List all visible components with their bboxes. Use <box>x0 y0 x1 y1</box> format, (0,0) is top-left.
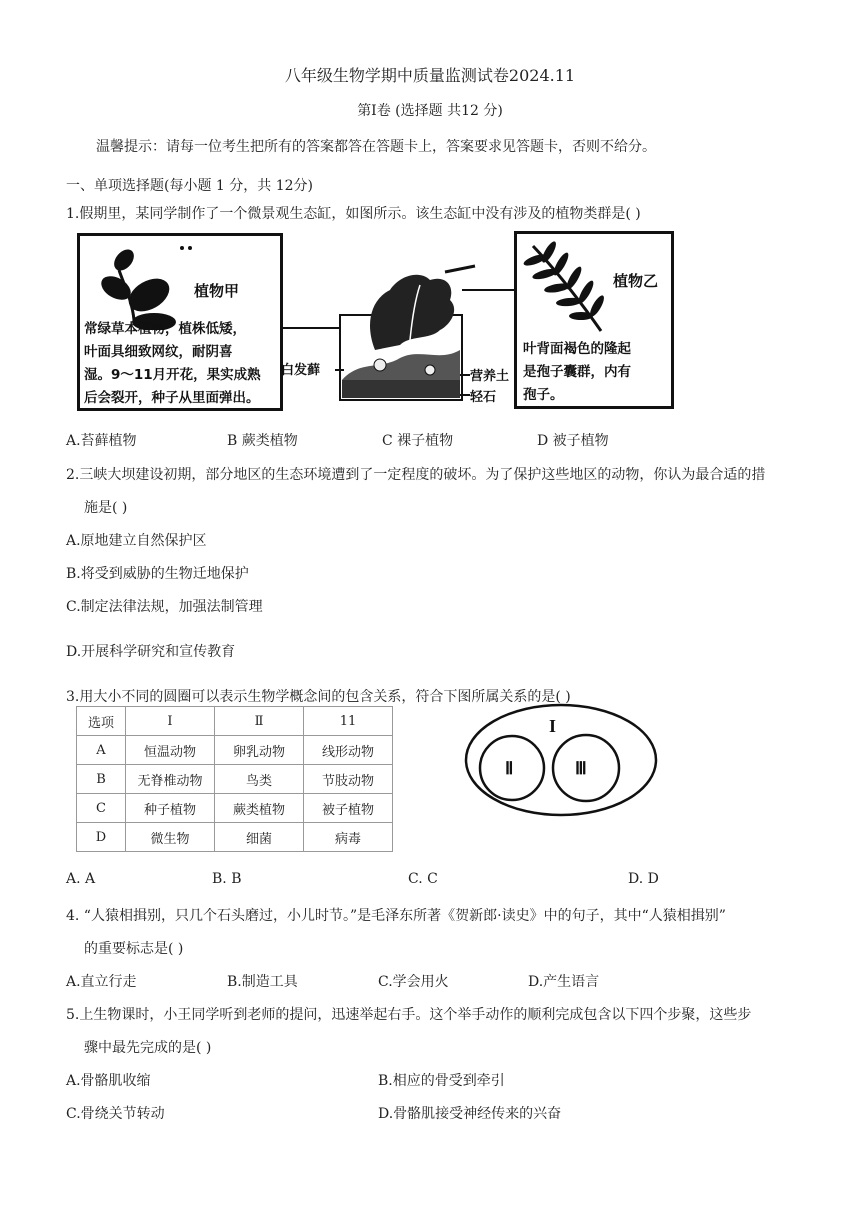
q1-option-b: B 蕨类植物 <box>227 433 298 449</box>
table-cell: 节肢动物 <box>304 765 393 794</box>
table-row <box>77 823 393 852</box>
q4-option-d: D.产生语言 <box>528 974 600 990</box>
tip-text: 温馨提示：请每一位考生把所有的答案都答在答题卡上，答案要求见答题卡，否则不给分。 <box>96 139 656 155</box>
table-cell: 病毒 <box>304 823 393 852</box>
plant-b-desc-line: 孢子。 <box>523 387 564 403</box>
q2-option-d: D.开展科学研究和宣传教育 <box>66 644 236 660</box>
exam-subtitle: 第Ⅰ卷 (选择题 共12 分) <box>357 103 503 119</box>
question-3-stem: 3.用大小不同的圆圈可以表示生物学概念间的包含关系，符合下图所属关系的是( ) <box>66 689 571 705</box>
q4-option-c: C.学会用火 <box>378 974 449 990</box>
table-header-cell: 11 <box>304 707 393 736</box>
q1-option-d: D 被子植物 <box>537 433 609 449</box>
plant-a-name: 植物甲 <box>194 282 240 300</box>
table-cell: 无脊椎动物 <box>126 765 215 794</box>
table-cell: 线形动物 <box>304 736 393 765</box>
q5-option-a: A.骨骼肌收缩 <box>66 1073 151 1089</box>
label-moss: 白发藓 <box>281 363 321 378</box>
question-2-stem-cont: 施是( ) <box>84 500 128 516</box>
section-heading: 一、单项选择题(每小题 1 分，共 12分) <box>66 178 313 194</box>
q1-option-c: C 裸子植物 <box>382 433 454 449</box>
plant-b-desc-line: 叶背面褐色的隆起 <box>523 341 631 357</box>
plant-a-illustration <box>94 240 204 330</box>
question-5-stem-cont: 骤中最先完成的是( ) <box>84 1040 212 1056</box>
outer-circle <box>466 705 656 815</box>
table-cell: 恒温动物 <box>126 736 215 765</box>
diagram-label-left: Ⅱ <box>505 759 514 778</box>
question-3-table <box>76 706 393 852</box>
q5-option-c: C.骨绕关节转动 <box>66 1106 165 1122</box>
table-cell: B <box>77 765 126 794</box>
label-stone: 轻石 <box>470 390 497 405</box>
table-row <box>77 736 393 765</box>
plant-a-desc-line: 常绿草本植物，植株低矮， <box>84 321 246 337</box>
q3-option-b: B. B <box>212 871 242 887</box>
plant-a-desc-line: 后会裂开，种子从里面弹出。 <box>84 390 260 406</box>
set-inclusion-diagram <box>464 702 664 818</box>
plant-b-fern-illustration <box>521 236 611 336</box>
table-cell: 微生物 <box>126 823 215 852</box>
question-4-stem-cont: 的重要标志是( ) <box>84 941 184 957</box>
plant-b-desc-line: 是孢子囊群，内有 <box>523 364 631 380</box>
table-cell: 鸟类 <box>215 765 304 794</box>
q4-option-a: A.直立行走 <box>66 974 137 990</box>
exam-title: 八年级生物学期中质量监测试卷2024.11 <box>284 66 576 85</box>
diagram-label-right: Ⅲ <box>575 759 587 778</box>
table-cell: 被子植物 <box>304 794 393 823</box>
q2-option-b: B.将受到威胁的生物迁地保护 <box>66 566 249 582</box>
q2-option-a: A.原地建立自然保护区 <box>66 533 207 549</box>
plant-a-desc-line: 叶面具细致网纹，耐阴喜 <box>84 344 233 360</box>
table-header-row <box>77 707 393 736</box>
label-soil: 营养土 <box>470 369 510 384</box>
q5-option-d: D.骨骼肌接受神经传来的兴奋 <box>378 1106 562 1122</box>
q4-option-b: B.制造工具 <box>227 974 298 990</box>
q2-option-c: C.制定法律法规，加强法制管理 <box>66 599 263 615</box>
plant-a-box <box>77 233 283 411</box>
plant-b-box <box>514 231 674 409</box>
table-cell: A <box>77 736 126 765</box>
q3-option-c: C. C <box>408 871 438 887</box>
table-cell: 卵乳动物 <box>215 736 304 765</box>
plant-b-name: 植物乙 <box>613 272 659 290</box>
table-header-cell: I <box>126 707 215 736</box>
q3-option-a: A. A <box>66 871 96 887</box>
table-row <box>77 794 393 823</box>
table-cell: 种子植物 <box>126 794 215 823</box>
q1-option-a: A.苔藓植物 <box>66 433 137 449</box>
table-cell: 细菌 <box>215 823 304 852</box>
table-header-cell: 选项 <box>77 707 126 736</box>
table-cell: 蕨类植物 <box>215 794 304 823</box>
q3-option-d: D. D <box>628 871 659 887</box>
question-2-stem: 2.三峡大坝建设初期，部分地区的生态环境遭到了一定程度的破坏。为了保护这些地区的动物，你认为最合适的措 <box>66 467 766 483</box>
table-row <box>77 765 393 794</box>
question-4-stem: 4. “人猿相揖别，只几个石头磨过，小儿时节。”是毛泽东所著《贺新郎·读史》中的句子，其中“人猿相揖别” <box>66 908 726 924</box>
diagram-label-outer: I <box>549 716 557 736</box>
question-1-stem: 1.假期里，某同学制作了一个微景观生态缸，如图所示。该生态缸中没有涉及的植物类群是( ) <box>66 206 641 222</box>
table-cell: C <box>77 794 126 823</box>
q5-option-b: B.相应的骨受到牵引 <box>378 1073 505 1089</box>
table-header-cell: Ⅱ <box>215 707 304 736</box>
question-5-stem: 5.上生物课时，小王同学听到老师的提问，迅速举起右手。这个举手动作的顺利完成包含以下四个步聚，这些步 <box>66 1007 752 1023</box>
table-cell: D <box>77 823 126 852</box>
plant-a-desc-line: 湿。9～11月开花，果实成熟 <box>84 367 261 383</box>
